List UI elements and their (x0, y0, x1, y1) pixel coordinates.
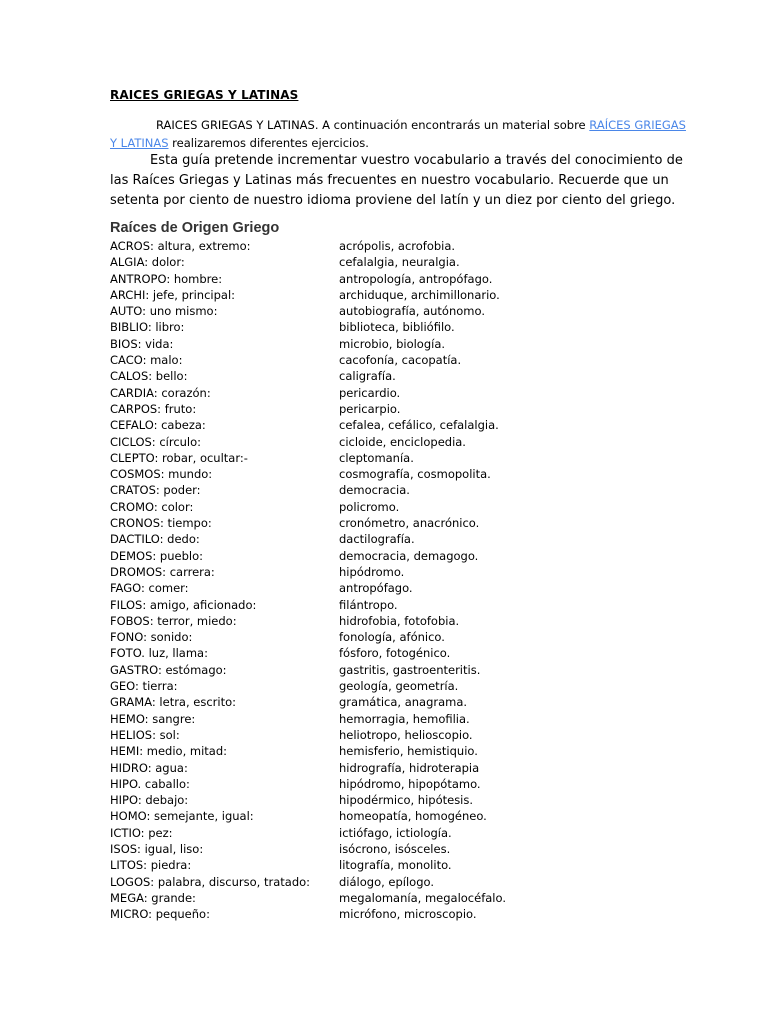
root-row (110, 352, 670, 368)
root-examples: gastritis, gastroenteritis. (339, 662, 481, 677)
root-row (110, 645, 670, 661)
root-examples: hemorragia, hemofilia. (339, 711, 470, 726)
root-term: AUTO: uno mismo: (110, 304, 218, 319)
root-row (110, 711, 670, 727)
root-term: ALGIA: dolor: (110, 255, 185, 270)
root-row (110, 450, 670, 466)
root-term: GRAMA: letra, escrito: (110, 695, 237, 710)
root-examples: micrófono, microscopio. (339, 907, 477, 922)
root-row (110, 336, 670, 352)
root-row (110, 597, 670, 613)
root-examples: geología, geometría. (339, 679, 459, 694)
root-term: COSMOS: mundo: (110, 467, 213, 482)
root-examples: heliotropo, helioscopio. (339, 727, 473, 742)
root-row (110, 271, 670, 287)
root-term: DEMOS: pueblo: (110, 548, 203, 563)
root-examples: gramática, anagrama. (339, 695, 468, 710)
root-row (110, 319, 670, 335)
root-row (110, 254, 670, 270)
root-examples: cacofonía, cacopatía. (339, 353, 462, 368)
root-row (110, 776, 670, 792)
root-examples: cefalea, cefálico, cefalalgia. (339, 418, 499, 433)
root-row (110, 808, 670, 824)
root-term: ACROS: altura, extremo: (110, 239, 251, 253)
root-row (110, 238, 670, 254)
root-examples: diálogo, epílogo. (339, 874, 435, 889)
root-row (110, 874, 670, 890)
root-row (110, 303, 670, 319)
root-examples: cicloide, enciclopedia. (339, 434, 466, 449)
root-term: FOBOS: terror, miedo: (110, 613, 237, 628)
root-term: BIOS: vida: (110, 336, 174, 351)
intro-tail-text: realizaremos diferentes ejercicios. (168, 136, 369, 150)
root-term: HEMI: medio, mitad: (110, 744, 228, 759)
root-row (110, 580, 670, 596)
root-row (110, 531, 670, 547)
root-term: CLEPTO: robar, ocultar:- (110, 450, 248, 465)
root-row (110, 417, 670, 433)
root-examples: antropófago. (339, 581, 413, 596)
root-term: HIPO. caballo: (110, 776, 190, 791)
intro-line (110, 116, 695, 152)
root-row (110, 841, 670, 857)
section-heading: Raíces de Origen Griego (110, 220, 280, 236)
root-examples: antropología, antropófago. (339, 271, 493, 286)
root-term: FOTO. luz, llama: (110, 646, 208, 661)
root-examples: hemisferio, hemistiquio. (339, 744, 478, 759)
root-examples: caligrafía. (339, 369, 396, 384)
root-examples: fonología, afónico. (339, 630, 445, 645)
root-examples: cronómetro, anacrónico. (339, 516, 480, 531)
paragraph-text: Esta guía pretende incrementar vuestro vocabulario a través del conocimiento de las Raíces Griegas y Latinas más frecuentes en nuestro vocabulario. Recuerde que un setenta por ciento de nuestro idioma proviene del latín y un diez por ciento del griego. (110, 153, 683, 208)
root-row (110, 662, 670, 678)
root-term: CARPOS: fruto: (110, 401, 197, 416)
root-term: ANTROPO: hombre: (110, 271, 223, 286)
root-examples: litografía, monolito. (339, 858, 452, 873)
root-examples: hidrofobia, fotofobia. (339, 613, 460, 628)
document-title: RAICES GRIEGAS Y LATINAS (110, 88, 299, 102)
root-examples: pericarpio. (339, 401, 401, 416)
root-row (110, 401, 670, 417)
root-term: FONO: sonido: (110, 630, 193, 645)
root-term: FAGO: comer: (110, 581, 189, 596)
root-row (110, 678, 670, 694)
root-examples: autobiografía, autónomo. (339, 304, 485, 319)
root-term: CARDIA: corazón: (110, 385, 211, 400)
root-term: MICRO: pequeño: (110, 907, 210, 922)
root-term: CACO: malo: (110, 353, 183, 368)
root-examples: pericardio. (339, 385, 401, 400)
root-term: ARCHI: jefe, principal: (110, 287, 236, 302)
root-examples: hidrografía, hidroterapia (339, 760, 480, 775)
root-examples: dactilografía. (339, 532, 415, 547)
root-term: CRONOS: tiempo: (110, 516, 212, 531)
root-row (110, 287, 670, 303)
root-row (110, 743, 670, 759)
root-term: CRATOS: poder: (110, 483, 201, 498)
raices-link[interactable]: RAÍCES GRIEGAS Y LATINAS (110, 118, 686, 150)
root-term: HIPO: debajo: (110, 793, 189, 808)
root-row (110, 613, 670, 629)
root-term: FILOS: amigo, aficionado: (110, 597, 257, 612)
intro-paragraph (110, 151, 700, 211)
root-term: ISOS: igual, liso: (110, 841, 204, 856)
root-examples: hipódromo. (339, 564, 405, 579)
root-term: CICLOS: círculo: (110, 434, 202, 449)
root-examples: ictiófago, ictiología. (339, 825, 452, 840)
root-term: HOMO: semejante, igual: (110, 809, 254, 824)
root-term: GASTRO: estómago: (110, 662, 227, 677)
root-row (110, 857, 670, 873)
root-row (110, 466, 670, 482)
root-examples: microbio, biología. (339, 336, 446, 351)
root-row (110, 825, 670, 841)
root-examples: cefalalgia, neuralgia. (339, 255, 460, 270)
root-row (110, 368, 670, 384)
root-term: HEMO: sangre: (110, 711, 196, 726)
root-term: DROMOS: carrera: (110, 564, 215, 579)
root-term: MEGA: grande: (110, 890, 196, 905)
root-examples: megalomanía, megalocéfalo. (339, 890, 506, 905)
root-row (110, 727, 670, 743)
root-row (110, 629, 670, 645)
root-row (110, 482, 670, 498)
root-row (110, 564, 670, 580)
root-term: BIBLIO: libro: (110, 320, 185, 335)
root-term: LITOS: piedra: (110, 858, 192, 873)
root-term: HIDRO: agua: (110, 760, 188, 775)
root-term: DACTILO: dedo: (110, 532, 200, 547)
root-examples: isócrono, isósceles. (339, 841, 451, 856)
root-row (110, 515, 670, 531)
root-examples: acrópolis, acrofobia. (339, 239, 456, 253)
root-row (110, 385, 670, 401)
root-row (110, 760, 670, 776)
root-examples: archiduque, archimillonario. (339, 287, 500, 302)
root-examples: biblioteca, bibliófilo. (339, 320, 455, 335)
root-examples: homeopatía, homogéneo. (339, 809, 487, 824)
root-examples: hipodérmico, hipótesis. (339, 793, 474, 808)
root-term: ICTIO: pez: (110, 825, 173, 840)
root-examples: cleptomanía. (339, 450, 414, 465)
root-row (110, 890, 670, 906)
root-examples: filántropo. (339, 597, 398, 612)
intro-lead-text: RAICES GRIEGAS Y LATINAS. A continuación encontrarás un material sobre (156, 118, 590, 132)
root-row (110, 548, 670, 564)
root-term: CALOS: bello: (110, 369, 188, 384)
root-term: CROMO: color: (110, 499, 194, 514)
root-row (110, 906, 670, 922)
root-term: GEO: tierra: (110, 679, 178, 694)
root-examples: fósforo, fotogénico. (339, 646, 451, 661)
root-examples: policromo. (339, 499, 400, 514)
root-examples: cosmografía, cosmopolita. (339, 467, 491, 482)
root-term: HELIOS: sol: (110, 727, 180, 742)
root-term: CEFALO: cabeza: (110, 418, 206, 433)
root-examples: hipódromo, hipopótamo. (339, 776, 481, 791)
root-term: LOGOS: palabra, discurso, tratado: (110, 874, 311, 889)
root-row (110, 434, 670, 450)
root-examples: democracia. (339, 483, 410, 498)
roots-list (110, 238, 670, 922)
root-row (110, 499, 670, 515)
root-examples: democracia, demagogo. (339, 548, 479, 563)
root-row (110, 792, 670, 808)
root-row (110, 694, 670, 710)
